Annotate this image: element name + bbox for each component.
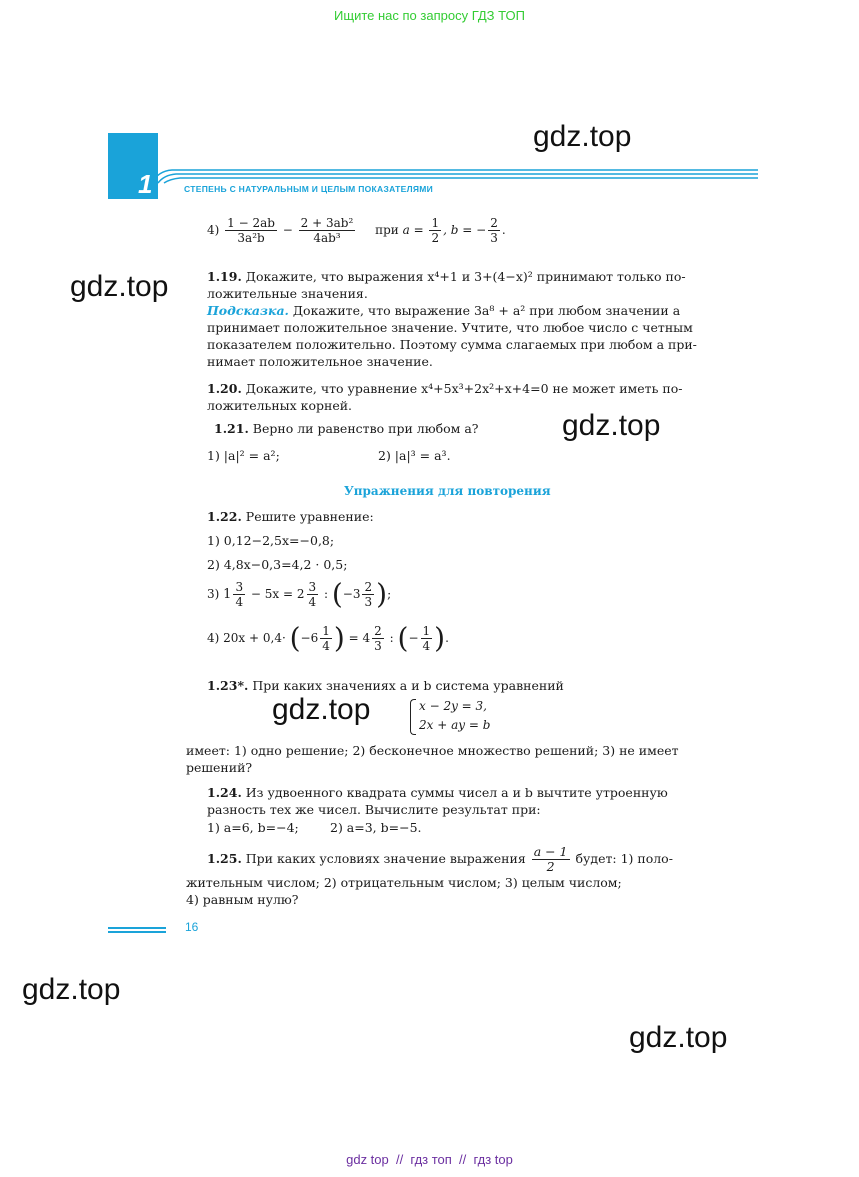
watermark-6: gdz.top	[629, 1021, 728, 1054]
system-brace	[410, 699, 416, 735]
fraction	[320, 624, 332, 653]
problem-text: При каких условиях значение выражения	[245, 851, 526, 866]
problem-number: 1.21.	[214, 421, 249, 436]
frac-den: 4	[322, 639, 330, 653]
system-eq-2: 2x + ay = b	[419, 718, 491, 732]
eq-equals: = 4	[348, 631, 371, 645]
frac-num: 2 + 3ab²	[300, 216, 354, 230]
hint-text: показателем положительно. Поэтому сумма слагаемых при любом a при-	[207, 337, 697, 352]
task-4-label: 4)	[207, 223, 220, 237]
problem-text: 4) равным нулю?	[186, 892, 299, 907]
fraction	[421, 624, 433, 653]
option-1-24-1: 1) a=6, b=−4;	[207, 820, 299, 835]
problem-1-22	[207, 508, 374, 525]
problem-1-23-cont	[186, 742, 718, 776]
problem-1-23	[207, 677, 564, 694]
problem-text: решений?	[186, 760, 253, 775]
frac-num: 3	[308, 580, 317, 594]
watermark-4: gdz.top	[272, 693, 371, 726]
neg: −6	[300, 631, 319, 645]
problem-number: 1.19.	[207, 269, 242, 284]
left-paren: (	[331, 577, 343, 611]
frac-num: 2	[364, 580, 373, 594]
problem-text: жительным числом; 2) отрицательным числом; 3) целым числом;	[186, 875, 622, 890]
problem-1-21	[214, 420, 478, 437]
frac-num: a − 1	[533, 844, 568, 859]
system-eq-1: x − 2y = 3,	[419, 699, 487, 713]
frac-den: 3a²b	[237, 231, 265, 245]
hint-text: Докажите, что выражение 3a⁸ + a² при любом значении a	[292, 303, 681, 318]
problem-number: 1.24.	[207, 785, 242, 800]
equation-1: 1) 0,12−2,5x=−0,8;	[207, 533, 335, 548]
fraction-a	[429, 216, 441, 245]
top-search-link[interactable]: Ищите нас по запросу ГДЗ ТОП	[334, 8, 525, 23]
equation-3	[207, 577, 392, 611]
problem-number: 1.23*.	[207, 678, 249, 693]
equation-4	[207, 621, 449, 655]
page-number-rule-2	[108, 931, 166, 933]
frac-num: 2	[374, 624, 382, 638]
fraction	[362, 580, 374, 609]
fraction	[532, 845, 570, 874]
problem-text: Из удвоенного квадрата суммы чисел a и b вычтите утроенную	[245, 785, 668, 800]
problem-text: имеет: 1) одно решение; 2) бесконечное множество решений; 3) не имеет	[186, 743, 679, 758]
frac-den: 2	[546, 859, 555, 874]
right-paren: )	[376, 577, 388, 611]
problem-number: 1.22.	[207, 509, 242, 524]
option-1-21-2: 2) |a|³ = a³.	[378, 448, 451, 463]
hint-text: нимает положительное значение.	[207, 354, 433, 369]
watermark-1: gdz.top	[533, 120, 632, 153]
b-equals: , b = −	[443, 223, 487, 237]
mixed-int: 1	[223, 587, 232, 602]
hint-text: принимает положительное значение. Учтите, что любое число с четным	[207, 320, 693, 335]
option-1-24-2: 2) a=3, b=−5.	[330, 820, 422, 835]
equation-2: 2) 4,8x−0,3=4,2 · 0,5;	[207, 557, 348, 572]
eq-start: 20x + 0,4·	[223, 631, 286, 645]
option-1-21-1: 1) |a|² = a²;	[207, 448, 280, 463]
frac-num: 2	[490, 216, 498, 230]
frac-den: 4	[308, 595, 317, 609]
problem-text: разность тех же чисел. Вычислите результат при:	[207, 802, 541, 817]
frac-num: 1 − 2ab	[227, 216, 275, 230]
colon: :	[389, 631, 394, 645]
problem-text: Докажите, что выражения x⁴+1 и 3+(4−x)² принимают только по-	[245, 269, 686, 284]
eq-mid: − 5x = 2	[250, 587, 305, 601]
frac-num: 1	[422, 624, 431, 638]
page-number: 16	[185, 920, 199, 934]
colon: :	[323, 587, 329, 601]
equation-system	[410, 697, 490, 735]
frac-den: 4	[422, 639, 431, 653]
hint-label: Подсказка.	[207, 303, 289, 318]
a-equals: a =	[402, 223, 424, 237]
problem-number: 1.25.	[207, 851, 242, 866]
frac-den: 3	[374, 639, 382, 653]
fraction	[233, 580, 245, 609]
chapter-number: 1	[138, 169, 153, 199]
fraction	[307, 580, 319, 609]
frac-den: 3	[490, 231, 498, 245]
neg: −	[408, 631, 419, 645]
problem-text: будет: 1) поло-	[575, 851, 673, 866]
eq-label: 3)	[207, 587, 220, 601]
left-paren: (	[397, 621, 409, 655]
frac-den: 2	[431, 231, 440, 245]
problem-1-25-cont	[186, 874, 718, 908]
right-paren: )	[434, 621, 446, 655]
fraction	[372, 624, 384, 653]
frac-num: 1	[431, 216, 440, 230]
frac-den: 4ab³	[313, 231, 341, 245]
problem-text: ложительные значения.	[207, 286, 368, 301]
watermark-3: gdz.top	[562, 409, 661, 442]
problem-text: ложительных корней.	[207, 398, 353, 413]
period: .	[501, 223, 506, 237]
problem-text: Решите уравнение:	[245, 509, 374, 524]
minus-sign: −	[282, 223, 293, 237]
chapter-header-lines	[150, 165, 762, 185]
task-4-expression	[207, 216, 506, 245]
problem-1-20	[207, 380, 719, 414]
watermark-5: gdz.top	[22, 973, 121, 1006]
frac-num: 3	[235, 580, 244, 594]
left-paren: (	[289, 621, 301, 655]
footer-links[interactable]: gdz top // гдз топ // гдз top	[346, 1152, 513, 1167]
semicolon: ;	[387, 587, 392, 601]
fraction-b	[488, 216, 500, 245]
watermark-2: gdz.top	[70, 270, 169, 303]
problem-1-19	[207, 268, 719, 370]
pri-word: при	[375, 223, 399, 237]
frac-den: 3	[364, 595, 373, 609]
problem-number: 1.20.	[207, 381, 242, 396]
fraction-1	[225, 216, 277, 245]
frac-num: 1	[322, 624, 330, 638]
problem-text: Верно ли равенство при любом a?	[252, 421, 479, 436]
fraction-2	[299, 216, 356, 245]
page-number-rule	[108, 927, 166, 929]
problem-text: При каких значениях a и b система уравнений	[252, 678, 564, 693]
section-title: Упражнения для повторения	[344, 484, 551, 498]
problem-1-24	[207, 784, 719, 818]
neg: −3	[342, 587, 361, 601]
chapter-title: СТЕПЕНЬ С НАТУРАЛЬНЫМ И ЦЕЛЫМ ПОКАЗАТЕЛЯМИ	[184, 184, 434, 194]
right-paren: )	[333, 621, 345, 655]
problem-1-25	[207, 845, 719, 874]
problem-text: Докажите, что уравнение x⁴+5x³+2x²+x+4=0 не может иметь по-	[245, 381, 683, 396]
frac-den: 4	[235, 595, 244, 609]
eq-label: 4)	[207, 631, 220, 645]
period: .	[445, 631, 449, 645]
